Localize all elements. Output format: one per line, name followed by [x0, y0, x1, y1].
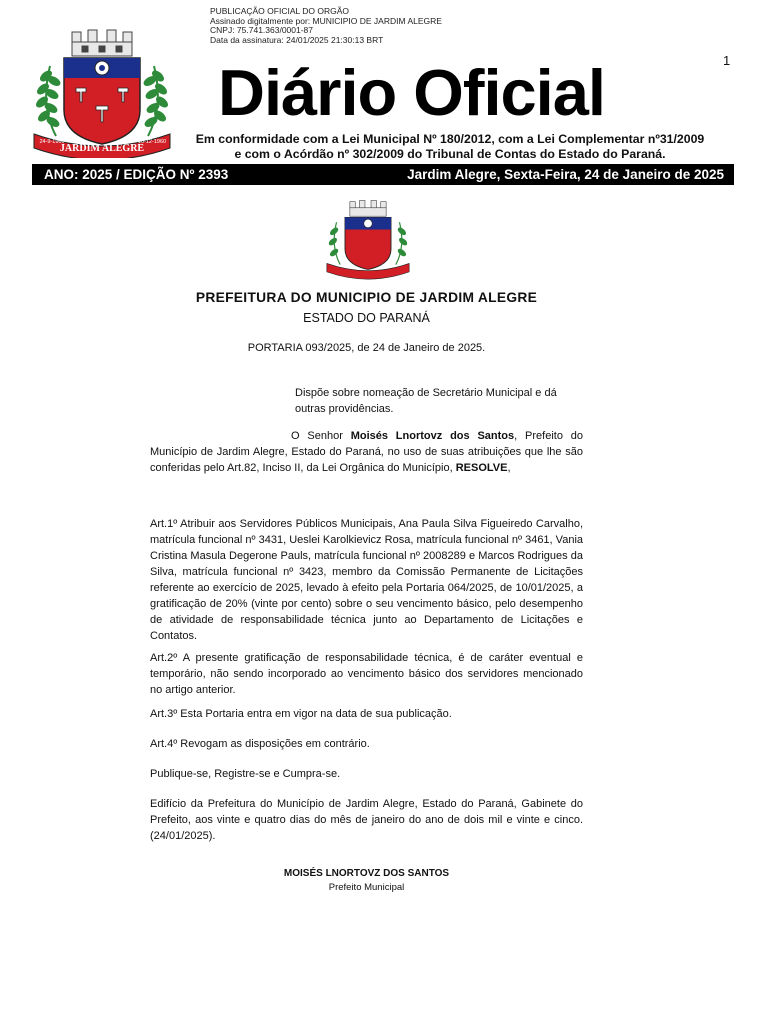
mural-crown-small [350, 200, 386, 216]
signer-title: Prefeito Municipal [328, 882, 405, 893]
organization-title: PREFEITURA DO MUNICIPIO DE JARDIM ALEGRE [195, 290, 538, 305]
mural-crown [72, 30, 132, 56]
portaria-heading: PORTARIA 093/2025, de 24 de Janeiro de 2025. [247, 342, 486, 354]
signature-line-date: Data da assinatura: 24/01/2025 21:30:13 BRT [210, 34, 384, 45]
resolve-keyword: RESOLVE [455, 462, 508, 474]
page-number: 1 [723, 53, 731, 68]
closing-paragraph: Edifício da Prefeitura do Município de Jardim Alegre, Estado do Paraná, Gabinete do Prefeito, aos vinte e quatro dias do mês de janeiro do ano de dois mil e vinte e cinco. (24/01/2025). [150, 798, 583, 842]
edition-date: Jardim Alegre, Sexta-Feira, 24 de Janeiro de 2025 [407, 167, 724, 182]
ribbon-text: JARDIM ALEGRE [59, 143, 145, 154]
article-1: Art.1º Atribuir aos Servidores Públicos Municipais, Ana Paula Silva Figueiredo Carvalho, matrícula funcional nº 3431, Ueslei Karolkievicz Rosa, matrícula funcional nº 3461, Vania Cristina Masula Degerone Pauls, matrícula funcional nº 2008289 e Marcos Rodrigues da Silva, matrícula funcional nº 3423, membro da Comissão Permanente de Licitações referente ao exercício de 2025, levado à efeito pela Portaria 064/2025, de 10/01/2025, a gratificação de 20% (vinte por cento) sobre o seu vencimento básico, pelo desempenho de atividade de responsabilidade técnica junto ao Departamento de Licitações e Contatos. [150, 518, 583, 642]
masthead-title: Diário Oficial [218, 56, 605, 129]
ribbon-date-right: 10-12-1960 [137, 139, 167, 145]
edition-number: ANO: 2025 / EDIÇÃO Nº 2393 [44, 167, 229, 182]
preamble-lead: O Senhor [291, 430, 351, 442]
mayor-name: Moisés Lnortovz dos Santos [350, 430, 515, 442]
municipal-crest-logo [26, 26, 178, 158]
signer-name: MOISÉS LNORTOVZ DOS SANTOS [283, 868, 450, 879]
preamble-body: , Prefeito do Município de Jardim Alegre, Estado do Paraná, no uso de suas atribuições que lhe são conferidas pelo Art.82, Inciso II, da Lei Orgânica do Município, [150, 430, 583, 474]
preamble-paragraph [150, 428, 583, 476]
legal-notice-line-2: e com o Acórdão nº 302/2009 do Tribunal de Contas do Estado do Paraná. [234, 147, 666, 161]
preamble-end: , [507, 462, 511, 474]
edition-bar [32, 164, 734, 185]
article-4: Art.4º Revogam as disposições em contrário. [150, 738, 370, 750]
document-crest-logo [322, 196, 414, 280]
signature-line-organ: PUBLICAÇÃO OFICIAL DO ORGÃO [210, 6, 350, 16]
portaria-summary: Dispõe sobre nomeação de Secretário Municipal e dá outras providências. [295, 387, 557, 415]
signature [150, 866, 583, 894]
signature-line-cnpj: CNPJ: 75.741.363/0001-87 [210, 25, 314, 35]
digital-signature-block [210, 7, 442, 45]
publish-clause: Publique-se, Registre-se e Cumpra-se. [150, 768, 341, 780]
signature-line-signer: Assinado digitalmente por: MUNICIPIO DE JARDIM ALEGRE [210, 15, 442, 26]
ribbon-date-left: 24-9-1960 [39, 139, 65, 145]
state-subtitle: ESTADO DO PARANÁ [303, 311, 430, 325]
legal-notice-line-1: Em conformidade com a Lei Municipal Nº 180/2012, com a Lei Complementar nº31/2009 [195, 132, 705, 146]
article-3: Art.3º Esta Portaria entra em vigor na data de sua publicação. [150, 708, 452, 720]
laurel-branch-right [143, 66, 168, 136]
legal-notice [170, 132, 730, 162]
article-2: Art.2º A presente gratificação de responsabilidade técnica, é de caráter eventual e temporário, não sendo incorporado ao vencimento básico dos servidores mencionado no artigo anterior. [150, 652, 583, 696]
laurel-branch-left [35, 66, 60, 136]
